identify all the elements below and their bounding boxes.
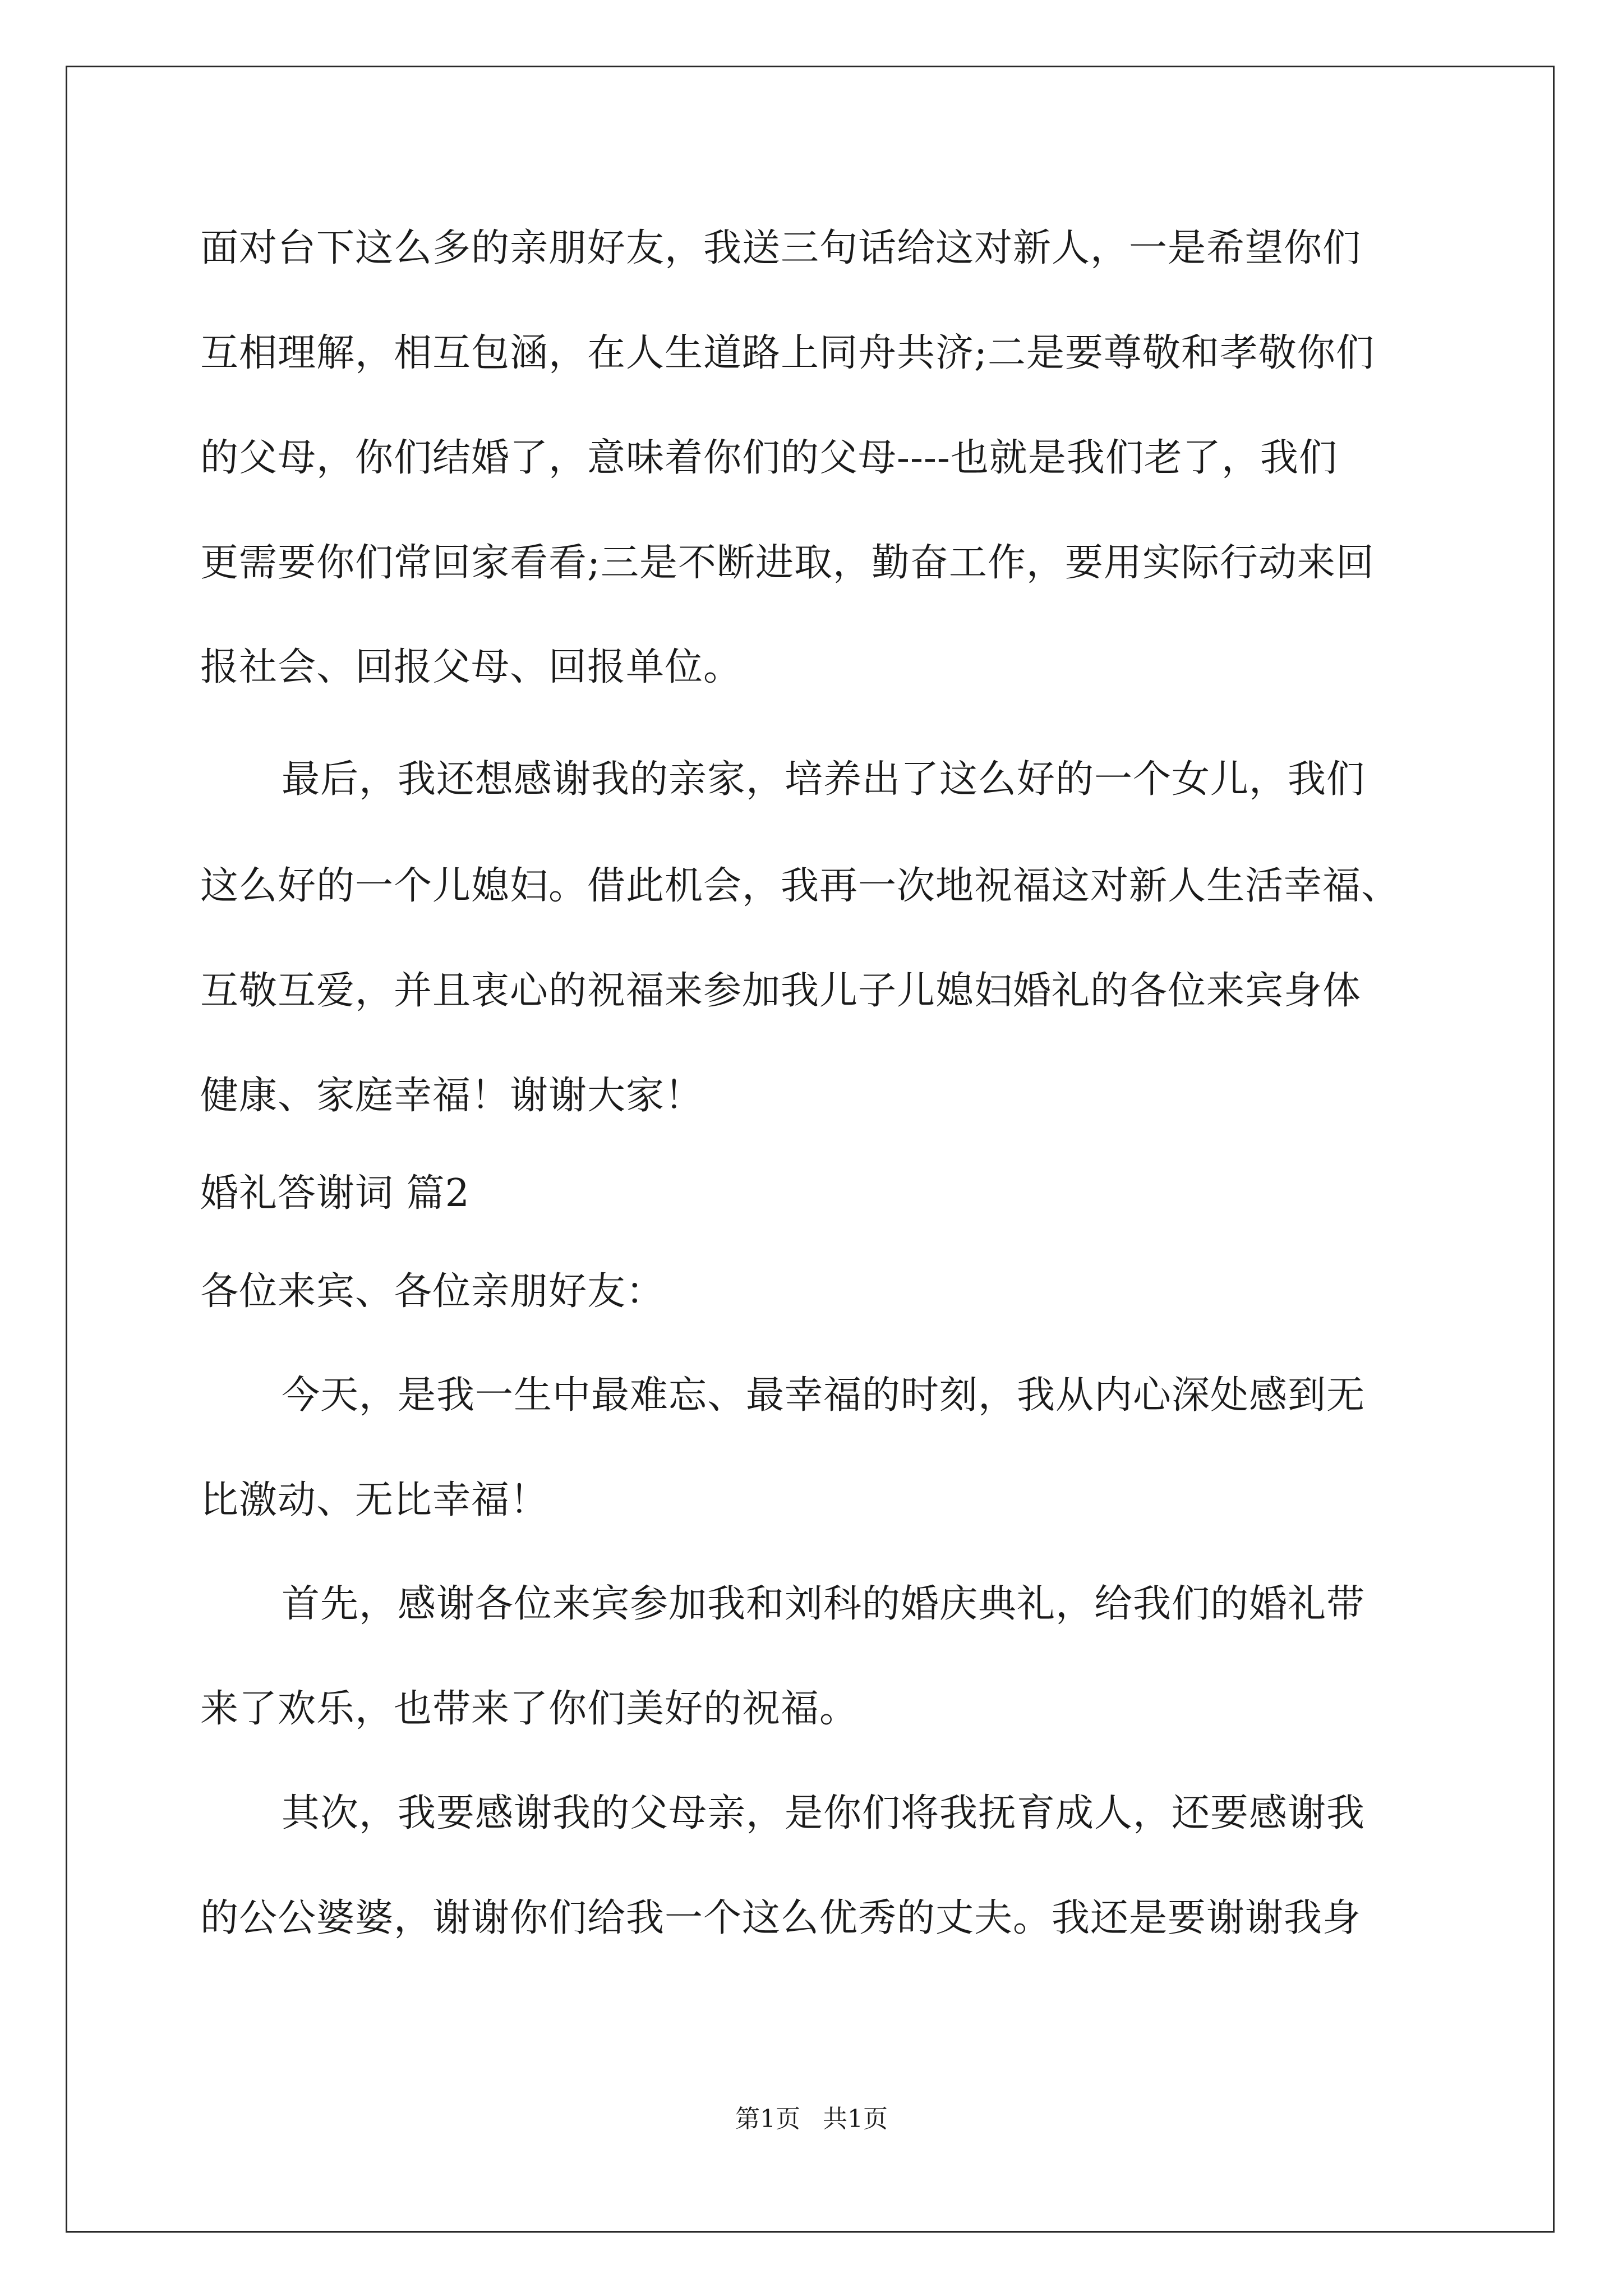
page-number: 第1页	[735, 2105, 800, 2133]
page-footer	[0, 2102, 1623, 2136]
page-total: 共1页	[823, 2105, 888, 2133]
text-line: 其次，我要感谢我的父母亲，是你们将我抚育成人，还要感谢我	[282, 1791, 1366, 1835]
section-heading: 婚礼答谢词 篇2	[200, 1171, 470, 1216]
text-line: 最后，我还想感谢我的亲家，培养出了这么好的一个女儿，我们	[282, 757, 1366, 802]
text-line: 互相理解，相互包涵，在人生道路上同舟共济;二是要尊敬和孝敬你们	[200, 331, 1375, 375]
text-line: 互敬互爱，并且衷心的祝福来参加我儿子儿媳妇婚礼的各位来宾身体	[200, 969, 1362, 1013]
text-line: 更需要你们常回家看看;三是不断进取，勤奋工作，要用实际行动来回	[200, 541, 1375, 585]
text-line: 报社会、回报父母、回报单位。	[200, 645, 743, 689]
text-line: 首先，感谢各位来宾参加我和刘科的婚庆典礼，给我们的婚礼带	[282, 1582, 1366, 1626]
salutation: 各位来宾、各位亲朋好友：	[200, 1269, 665, 1314]
text-line: 的公公婆婆，谢谢你们给我一个这么优秀的丈夫。我还是要谢谢我身	[200, 1896, 1362, 1940]
text-line: 比激动、无比幸福！	[200, 1478, 549, 1522]
text-line: 的父母，你们结婚了，意味着你们的父母----也就是我们老了，我们	[200, 436, 1338, 480]
text-line: 面对台下这么多的亲朋好友，我送三句话给这对新人，一是希望你们	[200, 226, 1362, 270]
text-line: 这么好的一个儿媳妇。借此机会，我再一次地祝福这对新人生活幸福、	[200, 864, 1400, 908]
text-line: 来了欢乐，也带来了你们美好的祝福。	[200, 1687, 859, 1731]
text-line: 今天，是我一生中最难忘、最幸福的时刻，我从内心深处感到无	[282, 1373, 1366, 1418]
text-line: 健康、家庭幸福！谢谢大家！	[200, 1074, 704, 1118]
